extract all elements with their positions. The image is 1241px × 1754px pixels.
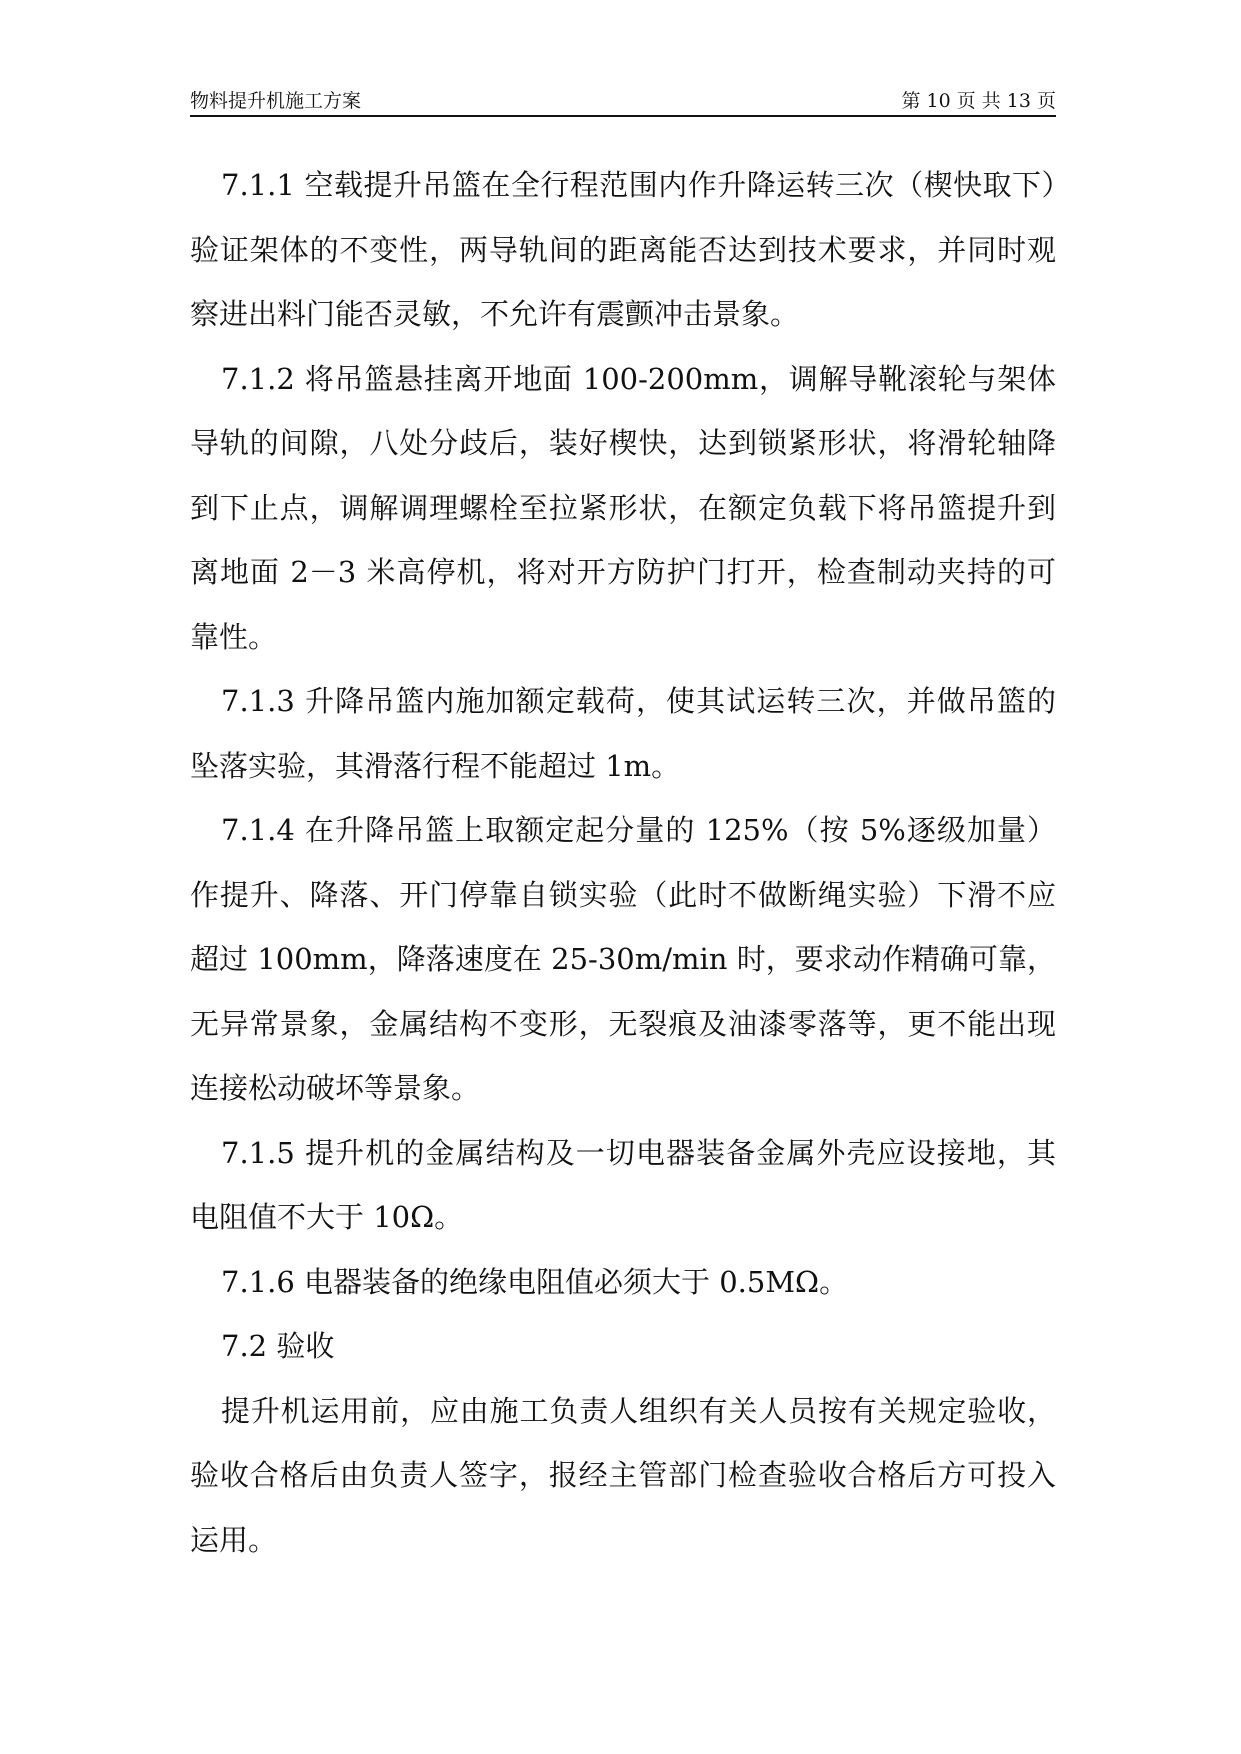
page-header bbox=[190, 86, 1056, 116]
paragraph-7-1-5: 7.1.5 提升机的金属结构及一切电器装备金属外壳应设接地，其电阻值不大于 10Ω。 bbox=[190, 1135, 1056, 1234]
paragraph-acceptance: 提升机运用前，应由施工负责人组织有关人员按有关规定验收，验收合格后由负责人签字，报经主管部门检查验收合格后方可投入运用。 bbox=[190, 1393, 1056, 1557]
paragraph-7-1-4: 7.1.4 在升降吊篮上取额定起分量的 125%（按 5%逐级加量）作提升、降落、开门停靠自锁实验（此时不做断绳实验）下滑不应超过 100mm，降落速度在 25-30m/min 时，要求动作精确可靠，无异常景象，金属结构不变形，无裂痕及油漆零落等，更不能出现连接松动破坏等景象。 bbox=[190, 813, 1056, 1105]
page-number: 第 10 页 共 13 页 bbox=[901, 90, 1056, 112]
header-divider bbox=[190, 115, 1056, 117]
paragraph-7-1-6: 7.1.6 电器装备的绝缘电阻值必须大于 0.5MΩ。 bbox=[221, 1264, 849, 1299]
document-title: 物料提升机施工方案 bbox=[190, 90, 362, 112]
document-body bbox=[190, 153, 1056, 1572]
section-heading-7-2: 7.2 验收 bbox=[221, 1329, 335, 1363]
paragraph-7-1-2: 7.1.2 将吊篮悬挂离开地面 100-200mm，调解导靴滚轮与架体导轨的间隙，八处分歧后，装好楔快，达到锁紧形状，将滑轮轴降到下止点，调解调理螺栓至拉紧形状，在额定负载下将吊篮提升到离地面 2－3 米高停机，将对开方防护门打开，检查制动夹持的可靠性。 bbox=[190, 361, 1056, 654]
paragraph-7-1-1: 7.1.1 空载提升吊篮在全行程范围内作升降运转三次（楔快取下）验证架体的不变性，两导轨间的距离能否达到技术要求，并同时观察进出料门能否灵敏，不允许有震颤冲击景象。 bbox=[190, 168, 1056, 331]
paragraph-7-1-3: 7.1.3 升降吊篮内施加额定载荷，使其试运转三次，并做吊篮的坠落实验，其滑落行程不能超过 1m。 bbox=[190, 684, 1056, 783]
